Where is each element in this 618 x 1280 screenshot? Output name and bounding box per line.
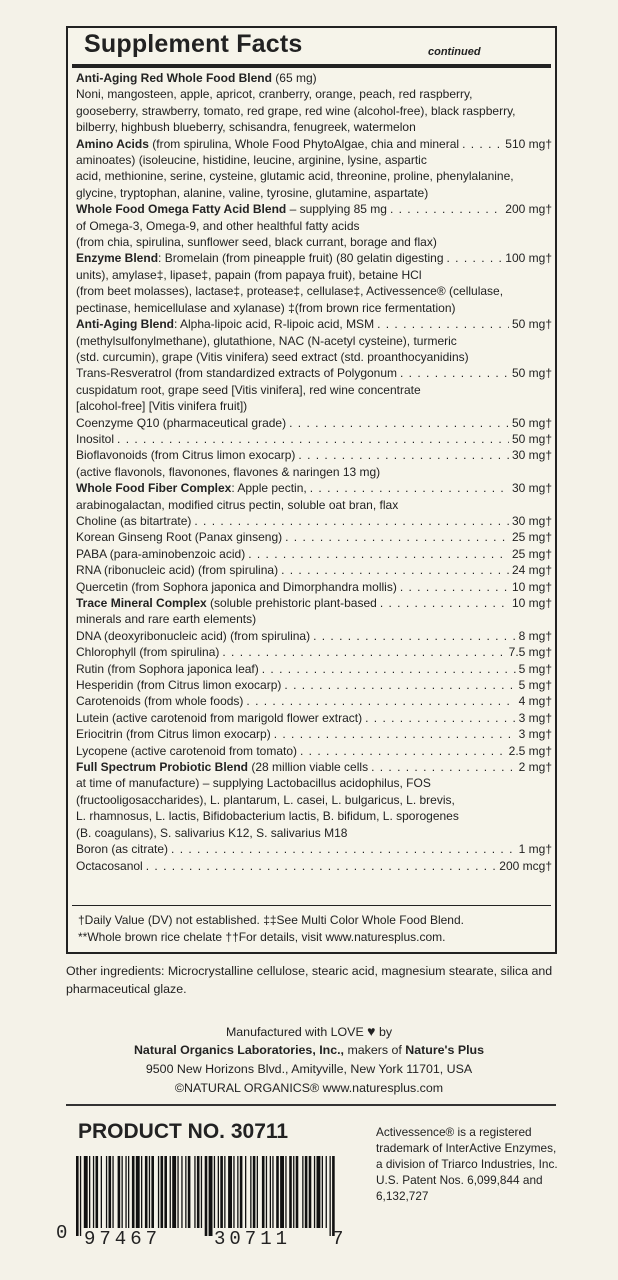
barcode-bars xyxy=(72,1156,340,1236)
trademark-line: trademark of InterActive Enzymes, xyxy=(376,1141,557,1155)
barcode-bar xyxy=(218,1156,219,1228)
entry-name xyxy=(76,628,310,644)
facts-entry-row xyxy=(76,415,552,431)
barcode-bar xyxy=(80,1156,81,1236)
entry-amount: 510 mg† xyxy=(505,136,552,151)
barcode-digits-group1: 97467 xyxy=(84,1228,162,1250)
dot-leader xyxy=(298,447,509,463)
barcode-bar xyxy=(96,1156,99,1228)
entry-name-text: : Bromelain (from pineapple fruit) (80 gelatin digesting xyxy=(158,251,444,266)
dot-leader xyxy=(365,710,516,726)
facts-entry xyxy=(76,595,552,628)
facts-entry xyxy=(76,644,552,660)
barcode-bar xyxy=(161,1156,164,1228)
entry-name-bold: Full Spectrum Probiotic Blend xyxy=(76,760,249,775)
barcode-bar xyxy=(164,1156,167,1228)
facts-entry xyxy=(76,841,552,857)
entry-continuation: Noni, mangosteen, apple, apricot, cranberry, orange, peach, red raspberry, xyxy=(76,87,473,102)
by-text: by xyxy=(378,1025,393,1039)
dot-leader xyxy=(262,661,516,677)
entry-name xyxy=(76,759,368,775)
entry-continuation: minerals and rare earth elements) xyxy=(76,612,257,627)
facts-entry-row xyxy=(76,546,552,562)
facts-entry-row xyxy=(76,595,552,611)
entry-amount: 30 mg† xyxy=(511,481,552,496)
facts-entry xyxy=(76,447,552,480)
barcode-bar xyxy=(285,1156,286,1228)
entry-continuation: (from chia, spirulina, sunflower seed, black currant, borage and flax) xyxy=(76,235,437,250)
barcode-bar xyxy=(132,1156,135,1228)
entry-name xyxy=(76,710,362,726)
entry-amount: 50 mg† xyxy=(511,431,552,446)
dot-leader xyxy=(194,513,509,529)
trademark-line: Activessence® is a registered xyxy=(376,1125,532,1139)
entry-name xyxy=(76,316,374,332)
barcode-bar xyxy=(197,1156,200,1228)
barcode-bar xyxy=(270,1156,271,1228)
facts-entry xyxy=(76,726,552,742)
entry-continuation: units), amylase‡, lipase‡, papain (from papaya fruit), betaine HCl xyxy=(76,267,422,282)
entry-name-text: Coenzyme Q10 (pharmaceutical grade) xyxy=(76,415,287,430)
dot-leader xyxy=(313,628,516,644)
entry-amount: 3 mg† xyxy=(518,710,552,725)
dot-leader xyxy=(289,415,509,431)
entry-amount: 3 mg† xyxy=(518,727,552,742)
barcode-bar xyxy=(101,1156,102,1228)
facts-entry xyxy=(76,677,552,693)
dot-leader xyxy=(310,480,509,496)
barcode-bar xyxy=(201,1156,202,1228)
dot-leader xyxy=(171,841,516,857)
entry-name xyxy=(76,726,271,742)
barcode-bar xyxy=(214,1156,215,1228)
barcode-bar xyxy=(332,1156,335,1236)
entry-name-bold: Anti-Aging Red Whole Food Blend xyxy=(76,71,272,85)
barcode-bar xyxy=(149,1156,150,1228)
barcode-bar xyxy=(272,1156,273,1228)
entry-name-bold: Whole Food Omega Fatty Acid Blend xyxy=(76,202,287,217)
barcode-bar xyxy=(209,1156,213,1236)
dot-leader xyxy=(400,579,509,595)
barcode-bar xyxy=(158,1156,159,1228)
barcode-bar xyxy=(305,1156,308,1228)
facts-entry-row xyxy=(76,431,552,447)
dot-leader xyxy=(246,693,515,709)
barcode-digit-right: 7 xyxy=(332,1228,344,1250)
entry-amount: 30 mg† xyxy=(511,448,552,463)
entry-amount: 5 mg† xyxy=(518,678,552,693)
facts-entry xyxy=(76,628,552,644)
entry-name-text: Boron (as citrate) xyxy=(76,842,169,857)
barcode-bar xyxy=(253,1156,256,1228)
entry-name-text: PABA (para-aminobenzoic acid) xyxy=(76,546,246,561)
facts-entry xyxy=(76,70,552,136)
entry-name-text: : Apple pectin, xyxy=(231,481,307,496)
entry-name-bold: Whole Food Fiber Complex xyxy=(76,481,232,496)
entry-amount: 100 mg† xyxy=(505,251,552,266)
entry-name-text: Rutin (from Sophora japonica leaf) xyxy=(76,661,259,676)
facts-footnotes xyxy=(78,912,464,946)
barcode-bar xyxy=(188,1156,191,1228)
barcode-bar xyxy=(122,1156,123,1228)
facts-entry-row xyxy=(76,513,552,529)
entry-continuation: at time of manufacture) – supplying Lactobacillus acidophilus, FOS xyxy=(76,776,431,791)
barcode-bar xyxy=(106,1156,107,1228)
facts-entry-row xyxy=(76,644,552,660)
dot-leader xyxy=(117,431,509,447)
entry-amount: 2.5 mg† xyxy=(508,743,552,758)
facts-entry-row xyxy=(76,726,552,742)
facts-entry xyxy=(76,201,552,250)
entry-continuation: acid, methionine, serine, cysteine, glutamic acid, threonine, proline, phenylalanine, xyxy=(76,169,514,184)
facts-entry-row xyxy=(76,365,552,381)
barcode-bar xyxy=(194,1156,195,1228)
facts-entry-row xyxy=(76,562,552,578)
trademark-line: 6,132,727 xyxy=(376,1189,429,1203)
entry-name-bold: Amino Acids xyxy=(76,136,149,151)
entry-name xyxy=(76,447,295,463)
facts-entry-row xyxy=(76,136,552,152)
entry-name xyxy=(76,529,282,545)
facts-entry xyxy=(76,250,552,316)
entry-amount: 24 mg† xyxy=(511,563,552,578)
facts-entry-row xyxy=(76,710,552,726)
facts-entry xyxy=(76,693,552,709)
facts-entry-row xyxy=(76,661,552,677)
dot-leader xyxy=(447,250,503,266)
barcode-digits-group2: 30711 xyxy=(214,1228,292,1250)
entry-continuation: (std. curcumin), grape (Vitis vinifera) seed extract (std. proanthocyanidins) xyxy=(76,349,469,364)
barcode-bar xyxy=(220,1156,223,1228)
manufactured-with-love xyxy=(0,1022,618,1042)
facts-entry-row xyxy=(76,316,552,332)
entry-amount: 30 mg† xyxy=(511,513,552,528)
barcode-bar xyxy=(233,1156,234,1228)
facts-entry-row xyxy=(76,529,552,545)
barcode-bar xyxy=(84,1156,88,1228)
entry-name-text: (soluble prehistoric plant-based xyxy=(206,596,377,610)
barcode-bar xyxy=(128,1156,129,1228)
facts-entries xyxy=(76,70,552,874)
entry-name-text: Octacosanol xyxy=(76,858,143,873)
entry-name xyxy=(76,70,317,86)
entry-name xyxy=(76,579,397,595)
dot-leader xyxy=(281,562,509,578)
barcode-bar xyxy=(322,1156,323,1228)
facts-entry xyxy=(76,858,552,874)
entry-name xyxy=(76,365,397,381)
facts-entry xyxy=(76,415,552,431)
entry-name-text: Carotenoids (from whole foods) xyxy=(76,694,244,709)
barcode-bar xyxy=(293,1156,294,1228)
barcode xyxy=(56,1156,344,1254)
entry-name-bold: Trace Mineral Complex xyxy=(76,596,207,610)
entry-continuation: glycine, tryptophan, alanine, valine, tyrosine, glutamine, aspartate) xyxy=(76,185,429,200)
facts-entry xyxy=(76,480,552,513)
barcode-bar xyxy=(245,1156,246,1228)
entry-continuation: arabinogalactan, modified citrus pectin, soluble oat bran, flax xyxy=(76,497,399,512)
barcode-bar xyxy=(118,1156,121,1228)
entry-name xyxy=(76,858,143,874)
entry-name xyxy=(76,480,307,496)
entry-name-text: Hesperidin (from Citrus limon exocarp) xyxy=(76,678,282,693)
facts-entry-row xyxy=(76,70,552,86)
other-ingredients: Other ingredients: Microcrystalline cellulose, stearic acid, magnesium stearate, silica and pharmaceutical glaze. xyxy=(66,964,553,996)
dot-leader xyxy=(300,743,506,759)
entry-amount: 5 mg† xyxy=(518,661,552,676)
entry-amount: 1 mg† xyxy=(518,842,552,857)
facts-entry xyxy=(76,529,552,545)
dot-leader xyxy=(248,546,509,562)
entry-name xyxy=(76,136,459,152)
barcode-bar xyxy=(296,1156,299,1228)
entry-amount: 50 mg† xyxy=(511,415,552,430)
barcode-bar xyxy=(76,1156,79,1236)
trademark-line: a division of Triarco Industries, Inc. xyxy=(376,1157,558,1171)
barcode-bar xyxy=(185,1156,186,1228)
facts-entry xyxy=(76,316,552,365)
barcode-bar xyxy=(205,1156,208,1236)
dot-leader xyxy=(380,595,509,611)
entry-amount: 10 mg† xyxy=(511,596,552,610)
facts-title: Supplement Facts xyxy=(84,30,303,58)
facts-entry xyxy=(76,579,552,595)
entry-continuation: aminoates) (isoleucine, histidine, leucine, arginine, lysine, aspartic xyxy=(76,153,427,168)
entry-name-bold: Anti-Aging Blend xyxy=(76,317,174,332)
entry-name-text: Bioflavonoids (from Citrus limon exocarp) xyxy=(76,448,296,463)
trademark-line: U.S. Patent Nos. 6,099,844 and xyxy=(376,1173,543,1187)
facts-entry xyxy=(76,661,552,677)
barcode-bar xyxy=(257,1156,258,1228)
entry-name-text: (from spirulina, Whole Food PhytoAlgae, chia and mineral xyxy=(148,136,460,151)
barcode-bar xyxy=(145,1156,148,1228)
entry-continuation: bilberry, highbush blueberry, schisandra, fenugreek, watermelon xyxy=(76,120,416,135)
entry-continuation: [alcohol-free] [Vitis vinifera fruit]) xyxy=(76,399,248,414)
entry-name-text: Lycopene (active carotenoid from tomato) xyxy=(76,743,297,758)
barcode-bar xyxy=(170,1156,171,1228)
entry-continuation: cuspidatum root, grape seed [Vitis vinifera], red wine concentrate xyxy=(76,382,421,397)
entry-amount: 50 mg† xyxy=(511,366,552,381)
barcode-bar xyxy=(317,1156,321,1228)
entry-name-text: Choline (as bitartrate) xyxy=(76,513,192,528)
entry-amount: 200 mg† xyxy=(505,202,552,217)
barcode-bar xyxy=(330,1156,331,1236)
facts-subtitle: continued xyxy=(428,46,481,58)
facts-entry xyxy=(76,513,552,529)
barcode-bar xyxy=(276,1156,279,1228)
entry-continuation: (fructooligosaccharides), L. plantarum, L. casei, L. bulgaricus, L. brevis, xyxy=(76,792,455,807)
barcode-bar xyxy=(240,1156,243,1228)
barcode-bar xyxy=(289,1156,292,1228)
facts-entry-row xyxy=(76,628,552,644)
entry-name xyxy=(76,201,387,217)
manufacturer-line xyxy=(0,1041,618,1060)
company-name: Natural Organics Laboratories, Inc., xyxy=(133,1043,344,1057)
entry-name xyxy=(76,431,114,447)
barcode-bar xyxy=(266,1156,267,1228)
entry-amount: 50 mg† xyxy=(511,317,552,332)
facts-entry-row xyxy=(76,677,552,693)
entry-amount: 200 mcg† xyxy=(499,858,552,873)
facts-entry xyxy=(76,759,552,841)
entry-continuation: gooseberry, strawberry, tomato, red grape, red wine (alcohol-free), black raspberry, xyxy=(76,103,516,118)
barcode-bar xyxy=(224,1156,225,1228)
barcode-bar xyxy=(326,1156,327,1228)
entry-name-text: Lutein (active carotenoid from marigold flower extract) xyxy=(76,710,363,725)
footnote-line: †Daily Value (DV) not established. ‡‡See Multi Color Whole Food Blend. xyxy=(78,913,464,927)
brand-name: Nature's Plus xyxy=(405,1043,484,1057)
entry-name-text: DNA (deoxyribonucleic acid) (from spirulina) xyxy=(76,628,311,643)
address: 9500 New Horizons Blvd., Amityville, New York 11701, USA xyxy=(145,1062,473,1076)
barcode-bar xyxy=(112,1156,113,1228)
entry-name xyxy=(76,595,377,611)
barcode-bar xyxy=(237,1156,238,1228)
heart-icon: ♥ xyxy=(367,1023,376,1039)
entry-continuation: of Omega-3, Omega-9, and other healthful fatty acids xyxy=(76,218,360,233)
facts-entry-row xyxy=(76,759,552,775)
barcode-bar xyxy=(228,1156,232,1228)
barcode-bar xyxy=(172,1156,176,1228)
barcode-bar xyxy=(309,1156,312,1228)
barcode-digit-left: 0 xyxy=(56,1222,68,1244)
entry-amount: 7.5 mg† xyxy=(508,645,552,660)
entry-amount: 2 mg† xyxy=(518,760,552,775)
love-text: Manufactured with LOVE xyxy=(225,1025,364,1039)
facts-entry-row xyxy=(76,447,552,463)
facts-entry xyxy=(76,562,552,578)
barcode-bar xyxy=(93,1156,94,1228)
entry-amount: 8 mg† xyxy=(518,628,552,643)
dot-leader xyxy=(371,759,516,775)
entry-name xyxy=(76,661,259,677)
facts-entry-row xyxy=(76,480,552,496)
entry-amount: 25 mg† xyxy=(511,530,552,545)
entry-name-text: Chlorophyll (from spirulina) xyxy=(76,645,220,660)
facts-entry xyxy=(76,743,552,759)
entry-name xyxy=(76,513,191,529)
facts-entry xyxy=(76,710,552,726)
entry-name xyxy=(76,562,278,578)
dot-leader xyxy=(274,726,516,742)
entry-name-text: – supplying 85 mg xyxy=(286,202,387,217)
facts-entry-row xyxy=(76,579,552,595)
barcode-bar xyxy=(177,1156,178,1228)
barcode-bar xyxy=(89,1156,90,1228)
barcode-bar xyxy=(136,1156,140,1228)
facts-entry xyxy=(76,365,552,414)
facts-entry-row xyxy=(76,743,552,759)
dot-leader xyxy=(222,644,505,660)
dot-leader xyxy=(284,677,515,693)
dot-leader xyxy=(285,529,509,545)
entry-name xyxy=(76,693,243,709)
barcode-bar xyxy=(181,1156,182,1228)
facts-entry-row xyxy=(76,693,552,709)
dot-leader xyxy=(462,136,502,152)
entry-name xyxy=(76,677,281,693)
facts-entry-row xyxy=(76,250,552,266)
entry-name-text: Inositol xyxy=(76,431,115,446)
entry-continuation: (methylsulfonylmethane), glutathione, NAC (N-acetyl cysteine), turmeric xyxy=(76,333,457,348)
facts-entry-row xyxy=(76,841,552,857)
entry-name-text: (65 mg) xyxy=(271,71,317,85)
dot-leader xyxy=(390,201,502,217)
barcode-bar xyxy=(125,1156,126,1228)
entry-name xyxy=(76,415,286,431)
barcode-bar xyxy=(280,1156,284,1228)
barcode-bar xyxy=(141,1156,142,1228)
product-number: PRODUCT NO. 30711 xyxy=(78,1120,289,1143)
facts-entry-row xyxy=(76,201,552,217)
barcode-bar xyxy=(250,1156,251,1228)
entry-name-bold: Enzyme Blend xyxy=(76,251,159,266)
entry-name-text: (28 million viable cells xyxy=(248,760,369,775)
barcode-bar xyxy=(262,1156,265,1228)
entry-continuation: pectinase, hemicellulase and xylanase) ‡(from brown rice fermentation) xyxy=(76,300,456,315)
entry-name xyxy=(76,743,297,759)
facts-header-rule xyxy=(72,64,551,68)
dot-leader xyxy=(146,858,497,874)
barcode-bar xyxy=(151,1156,154,1228)
copyright-line: ©NATURAL ORGANICS® www.naturesplus.com xyxy=(174,1081,444,1095)
entry-name-text: RNA (ribonucleic acid) (from spirulina) xyxy=(76,563,279,578)
entry-continuation: (active flavonols, flavonones, flavones & naringen 13 mg) xyxy=(76,464,381,479)
entry-name-text: Eriocitrin (from Citrus limon exocarp) xyxy=(76,727,271,742)
entry-continuation: (B. coagulans), S. salivarius K12, S. salivarius M18 xyxy=(76,825,348,840)
section-divider xyxy=(66,1104,556,1106)
makers-of-text: makers of xyxy=(344,1043,406,1057)
facts-entry-row xyxy=(76,858,552,874)
entry-name-text: Korean Ginseng Root (Panax ginseng) xyxy=(76,530,283,545)
barcode-bar xyxy=(109,1156,112,1228)
barcode-bar xyxy=(302,1156,303,1228)
entry-amount: 10 mg† xyxy=(511,579,552,594)
entry-name xyxy=(76,250,444,266)
entry-name xyxy=(76,546,245,562)
dot-leader xyxy=(377,316,509,332)
entry-name-text: Trans-Resveratrol (from standardized extracts of Polygonum xyxy=(76,366,398,381)
entry-name xyxy=(76,644,219,660)
facts-entry xyxy=(76,546,552,562)
entry-name-text: : Alpha-lipoic acid, R-lipoic acid, MSM xyxy=(173,317,375,332)
entry-continuation: L. rhamnosus, L. lactis, Bifidobacterium lactis, B. bifidum, L. sporogenes xyxy=(76,809,459,824)
entry-amount: 4 mg† xyxy=(518,694,552,709)
facts-bottom-rule xyxy=(72,905,551,906)
entry-continuation: (from beet molasses), lactase‡, protease‡, cellulase‡, Activessence® (cellulase, xyxy=(76,284,504,299)
facts-entry xyxy=(76,136,552,202)
entry-name-text: Quercetin (from Sophora japonica and Dimorphandra mollis) xyxy=(76,579,397,594)
entry-name xyxy=(76,841,168,857)
trademark-notice xyxy=(376,1124,596,1204)
facts-entry xyxy=(76,431,552,447)
entry-amount: 25 mg† xyxy=(511,546,552,561)
footnote-line: **Whole brown rice chelate ††For details, visit www.naturesplus.com. xyxy=(78,930,446,944)
barcode-bar xyxy=(314,1156,315,1228)
dot-leader xyxy=(400,365,509,381)
